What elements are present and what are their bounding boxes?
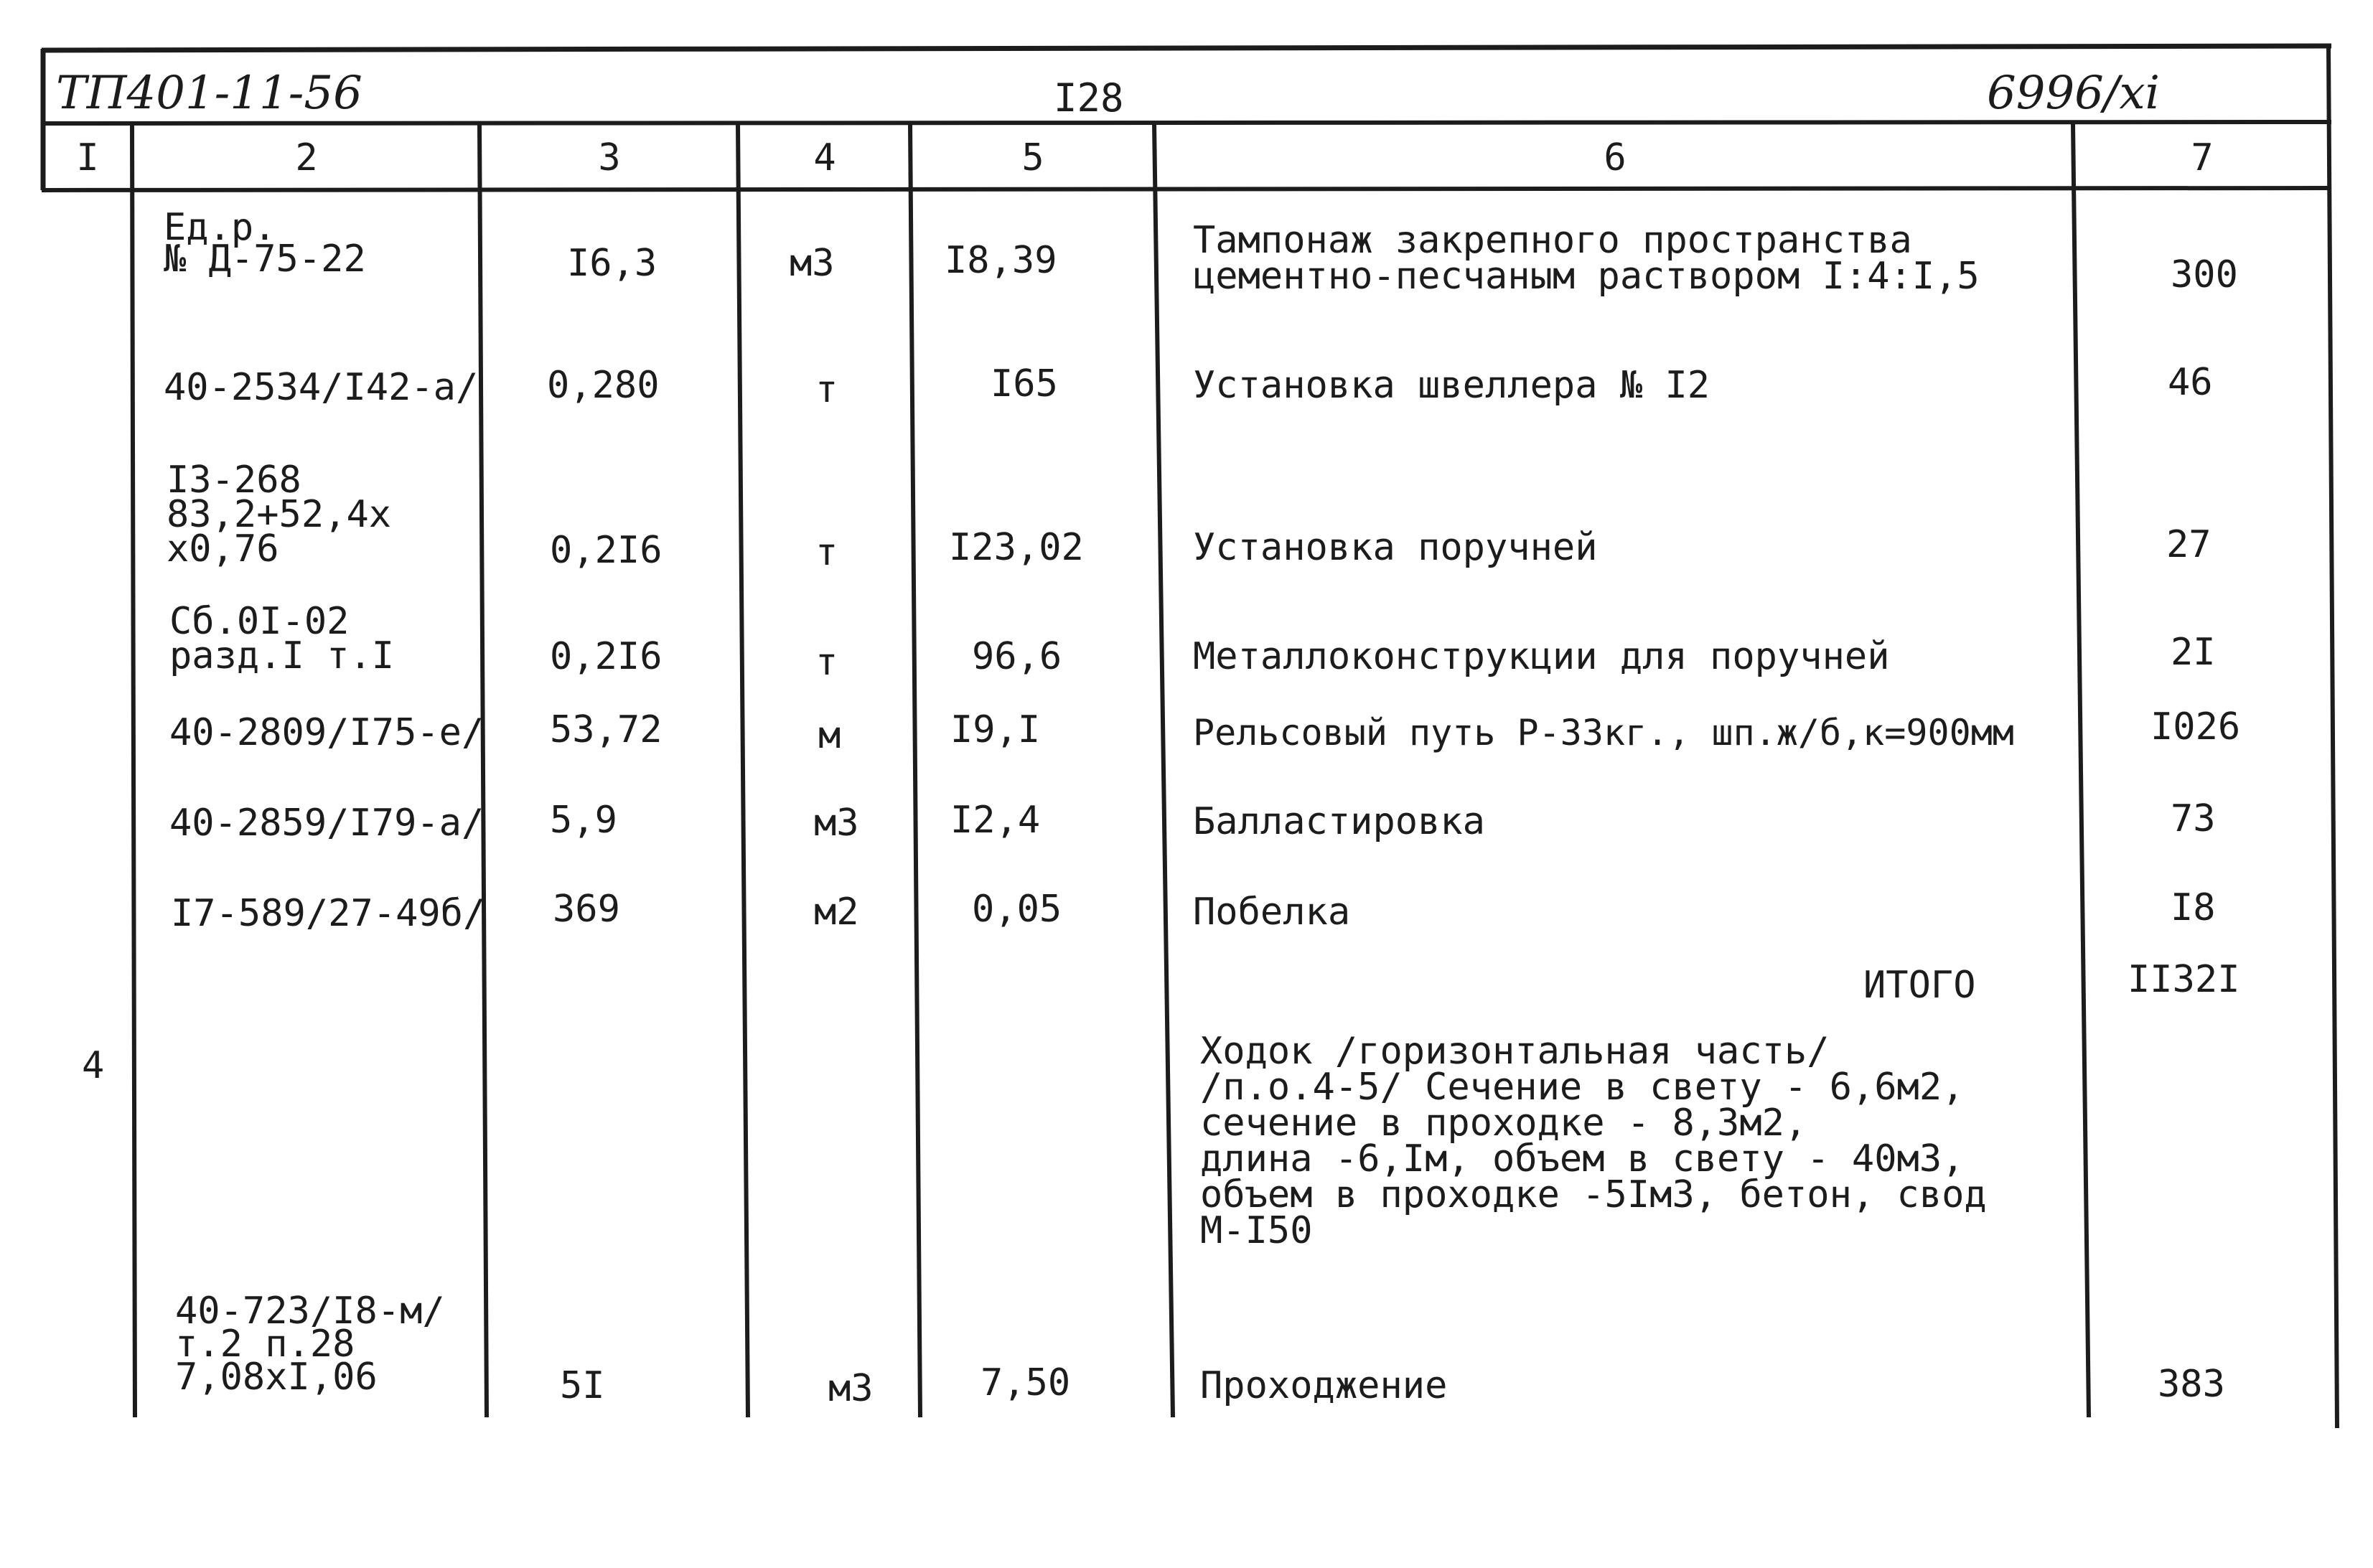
row-quantity: 53,72 (550, 708, 663, 751)
row-unit-price: I65 (991, 362, 1058, 405)
row-code: I7-589/27-49б/ (171, 892, 486, 935)
row-unit: м2 (814, 891, 859, 934)
row-unit: м3 (814, 802, 859, 845)
col-header-4: 4 (813, 136, 836, 179)
col-sep-2-3 (479, 123, 487, 1417)
row-description: Установка поручней (1193, 526, 1598, 569)
row-unit: м (818, 714, 841, 757)
row-code: 40-2809/I75-е/ (169, 711, 485, 754)
frame-top-line (42, 46, 2331, 50)
row-unit-price: 7,50 (980, 1361, 1071, 1404)
row-unit: т (815, 531, 838, 574)
row-code: 40-723/I8-м/ т.2 п.28 7,08хI,06 (175, 1290, 445, 1399)
col-header-1: I (76, 136, 99, 179)
row-quantity: 0,2I6 (550, 635, 663, 678)
row-unit-price: I23,02 (949, 526, 1084, 569)
row-unit-price: I2,4 (950, 799, 1041, 842)
row-unit: м3 (790, 242, 835, 285)
page-number: I28 (1054, 75, 1124, 121)
row-quantity: I6,3 (567, 242, 657, 285)
row-description: Балластировка (1193, 800, 1485, 843)
row-quantity: 0,2I6 (550, 529, 663, 572)
row-quantity: 5,9 (550, 799, 617, 842)
row-cost: 2I (2171, 631, 2216, 674)
sheet-code: ТП401-11-56 (56, 67, 362, 120)
row-description: Побелка (1193, 891, 1351, 934)
row-code: Сб.0I-02 разд.I т.I (169, 600, 395, 677)
title-bar-bottom-line (42, 122, 2331, 123)
row-description: Установка швеллера № I2 (1193, 364, 1710, 407)
col-sep-6-7 (2073, 123, 2089, 1417)
total-label: ИТОГО (1863, 964, 1976, 1007)
row-description: Проходжение (1200, 1364, 1448, 1407)
row-cost: 73 (2171, 797, 2216, 840)
col-header-3: 3 (598, 136, 621, 179)
row-code: 40-2859/I79-а/ (169, 802, 485, 845)
row-cost: 46 (2168, 361, 2213, 404)
row-unit-price: I9,I (950, 708, 1041, 751)
doc-number: 6996/xi (1987, 67, 2160, 120)
row-description: Рельсовый путь Р-33кг., шп.ж/б,к=900мм (1193, 712, 2014, 754)
col-sep-1-2 (132, 123, 135, 1417)
row-quantity: 0,280 (547, 364, 660, 407)
row-description: Тампонаж закрепного пространства цементно-песчаным раствором I:4:I,5 (1193, 219, 1980, 298)
section-number: 4 (82, 1044, 105, 1087)
col-sep-5-6 (1154, 123, 1173, 1417)
row-quantity: 369 (553, 888, 620, 931)
frame-right-line (2328, 46, 2337, 1428)
row-quantity: 5I (560, 1364, 605, 1407)
row-unit: т (815, 368, 838, 411)
row-cost: 27 (2166, 523, 2211, 566)
row-unit: т (815, 641, 838, 684)
header-bottom-line (42, 188, 2331, 190)
row-cost: I026 (2150, 705, 2241, 748)
col-header-5: 5 (1021, 136, 1044, 179)
col-header-2: 2 (295, 136, 318, 179)
row-unit: м3 (828, 1367, 874, 1410)
row-unit-price: 96,6 (972, 635, 1062, 678)
total-value: II32I (2128, 958, 2240, 1001)
col-header-6: 6 (1604, 136, 1627, 179)
section-description: Ходок /горизонтальная часть/ /п.о.4-5/ Сечение в свету - 6,6м2, сечение в проходке - 8,3м2, длина -6,Iм, объем в свету - 40м3, объем в проходке -5Iм3, бетон, свод М-I50 (1200, 1030, 1987, 1252)
row-unit-price: 0,05 (972, 888, 1062, 931)
row-description: Металлоконструкции для поручней (1193, 635, 1890, 678)
row-code: 40-2534/I42-а/ (164, 366, 479, 409)
row-code: I3-268 83,2+52,4х х0,76 (167, 459, 392, 571)
row-unit-price: I8,39 (945, 239, 1057, 282)
col-sep-3-4 (738, 123, 748, 1417)
col-header-7: 7 (2191, 136, 2214, 179)
row-cost: 300 (2171, 253, 2238, 296)
row-cost: I8 (2171, 886, 2216, 929)
row-code: Ед.р. № Д-75-22 (164, 206, 366, 281)
col-sep-4-5 (910, 123, 920, 1417)
row-cost: 383 (2158, 1363, 2225, 1406)
